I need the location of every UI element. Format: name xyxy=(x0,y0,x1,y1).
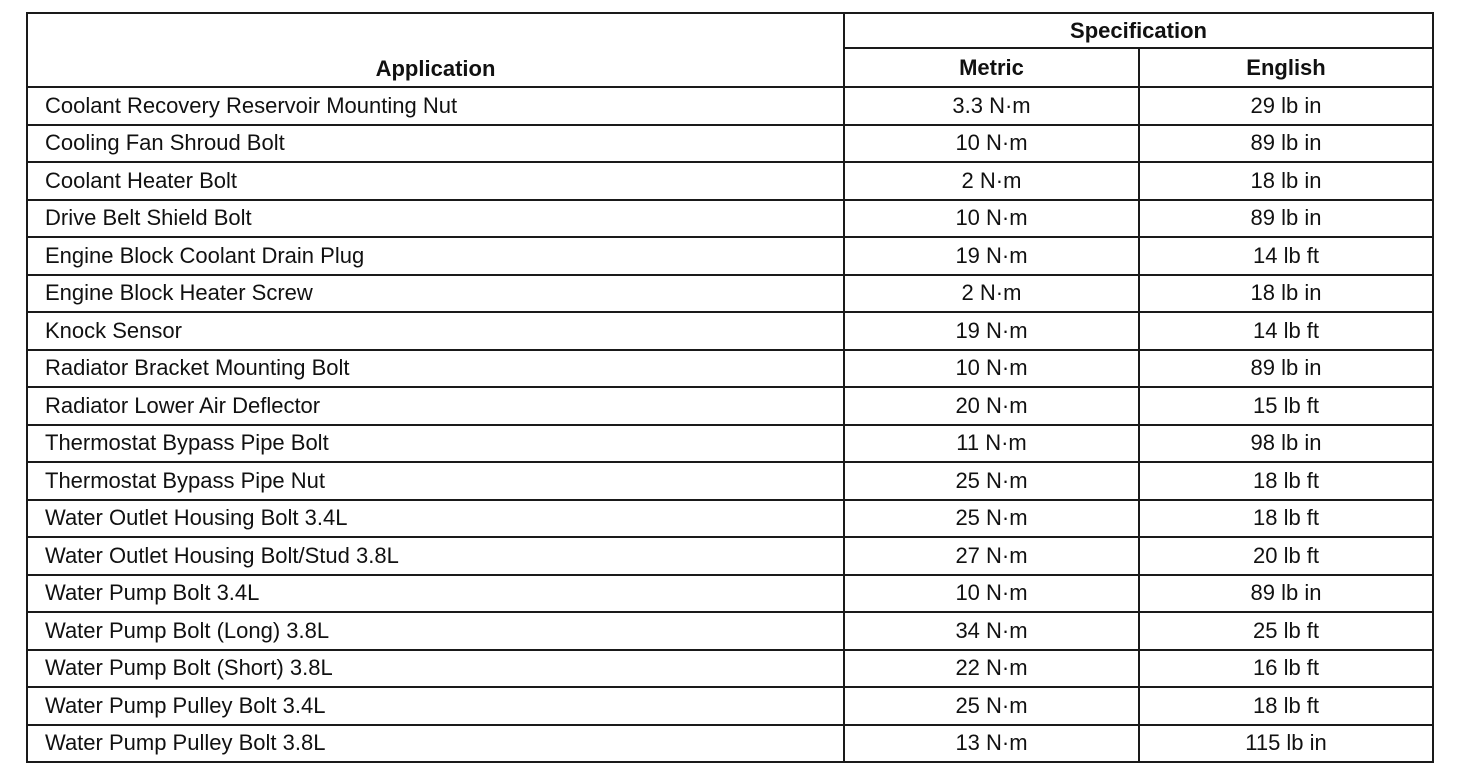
table-header xyxy=(27,13,1433,87)
fastener-specification-table xyxy=(26,12,1434,763)
table-row xyxy=(27,237,1433,275)
cell-english: 18 lb in xyxy=(1139,275,1433,313)
cell-english: 89 lb in xyxy=(1139,575,1433,613)
header-application: Application xyxy=(27,13,844,87)
table-row xyxy=(27,537,1433,575)
cell-application: Water Pump Bolt (Short) 3.8L xyxy=(27,650,844,688)
cell-english: 14 lb ft xyxy=(1139,312,1433,350)
cell-english: 18 lb in xyxy=(1139,162,1433,200)
cell-metric: 3.3 N·m xyxy=(844,87,1139,125)
cell-english: 20 lb ft xyxy=(1139,537,1433,575)
cell-english: 18 lb ft xyxy=(1139,687,1433,725)
cell-metric: 2 N·m xyxy=(844,275,1139,313)
cell-english: 89 lb in xyxy=(1139,125,1433,163)
table-row xyxy=(27,500,1433,538)
cell-application: Radiator Lower Air Deflector xyxy=(27,387,844,425)
cell-metric: 25 N·m xyxy=(844,500,1139,538)
cell-metric: 10 N·m xyxy=(844,125,1139,163)
header-metric: Metric xyxy=(844,48,1139,87)
table-body xyxy=(27,87,1433,762)
table-row xyxy=(27,575,1433,613)
header-specification: Specification xyxy=(844,13,1433,48)
cell-application: Thermostat Bypass Pipe Bolt xyxy=(27,425,844,463)
cell-english: 16 lb ft xyxy=(1139,650,1433,688)
cell-application: Thermostat Bypass Pipe Nut xyxy=(27,462,844,500)
cell-english: 98 lb in xyxy=(1139,425,1433,463)
cell-application: Drive Belt Shield Bolt xyxy=(27,200,844,238)
cell-application: Water Pump Bolt (Long) 3.8L xyxy=(27,612,844,650)
cell-metric: 13 N·m xyxy=(844,725,1139,763)
cell-english: 18 lb ft xyxy=(1139,500,1433,538)
cell-english: 14 lb ft xyxy=(1139,237,1433,275)
cell-application: Water Pump Bolt 3.4L xyxy=(27,575,844,613)
cell-application: Coolant Heater Bolt xyxy=(27,162,844,200)
table-row xyxy=(27,425,1433,463)
cell-english: 25 lb ft xyxy=(1139,612,1433,650)
cell-metric: 27 N·m xyxy=(844,537,1139,575)
cell-metric: 25 N·m xyxy=(844,462,1139,500)
cell-english: 18 lb ft xyxy=(1139,462,1433,500)
cell-application: Water Pump Pulley Bolt 3.4L xyxy=(27,687,844,725)
cell-metric: 11 N·m xyxy=(844,425,1139,463)
header-english: English xyxy=(1139,48,1433,87)
cell-english: 89 lb in xyxy=(1139,200,1433,238)
cell-application: Engine Block Heater Screw xyxy=(27,275,844,313)
header-row-top xyxy=(27,13,1433,48)
cell-application: Radiator Bracket Mounting Bolt xyxy=(27,350,844,388)
cell-application: Water Outlet Housing Bolt 3.4L xyxy=(27,500,844,538)
cell-metric: 22 N·m xyxy=(844,650,1139,688)
table-row xyxy=(27,650,1433,688)
table-row xyxy=(27,162,1433,200)
cell-metric: 19 N·m xyxy=(844,312,1139,350)
cell-english: 115 lb in xyxy=(1139,725,1433,763)
cell-metric: 25 N·m xyxy=(844,687,1139,725)
table-row xyxy=(27,312,1433,350)
cell-english: 15 lb ft xyxy=(1139,387,1433,425)
cell-metric: 19 N·m xyxy=(844,237,1139,275)
table-row xyxy=(27,687,1433,725)
cell-metric: 10 N·m xyxy=(844,350,1139,388)
cell-application: Engine Block Coolant Drain Plug xyxy=(27,237,844,275)
cell-application: Cooling Fan Shroud Bolt xyxy=(27,125,844,163)
table-row xyxy=(27,725,1433,763)
cell-application: Coolant Recovery Reservoir Mounting Nut xyxy=(27,87,844,125)
table-row xyxy=(27,350,1433,388)
cell-metric: 10 N·m xyxy=(844,575,1139,613)
cell-english: 29 lb in xyxy=(1139,87,1433,125)
cell-metric: 2 N·m xyxy=(844,162,1139,200)
table-row xyxy=(27,275,1433,313)
table-row xyxy=(27,125,1433,163)
cell-metric: 10 N·m xyxy=(844,200,1139,238)
cell-english: 89 lb in xyxy=(1139,350,1433,388)
table-row xyxy=(27,387,1433,425)
table-row xyxy=(27,87,1433,125)
table-row xyxy=(27,612,1433,650)
cell-metric: 20 N·m xyxy=(844,387,1139,425)
cell-application: Water Outlet Housing Bolt/Stud 3.8L xyxy=(27,537,844,575)
cell-metric: 34 N·m xyxy=(844,612,1139,650)
cell-application: Water Pump Pulley Bolt 3.8L xyxy=(27,725,844,763)
table-row xyxy=(27,462,1433,500)
table-row xyxy=(27,200,1433,238)
cell-application: Knock Sensor xyxy=(27,312,844,350)
